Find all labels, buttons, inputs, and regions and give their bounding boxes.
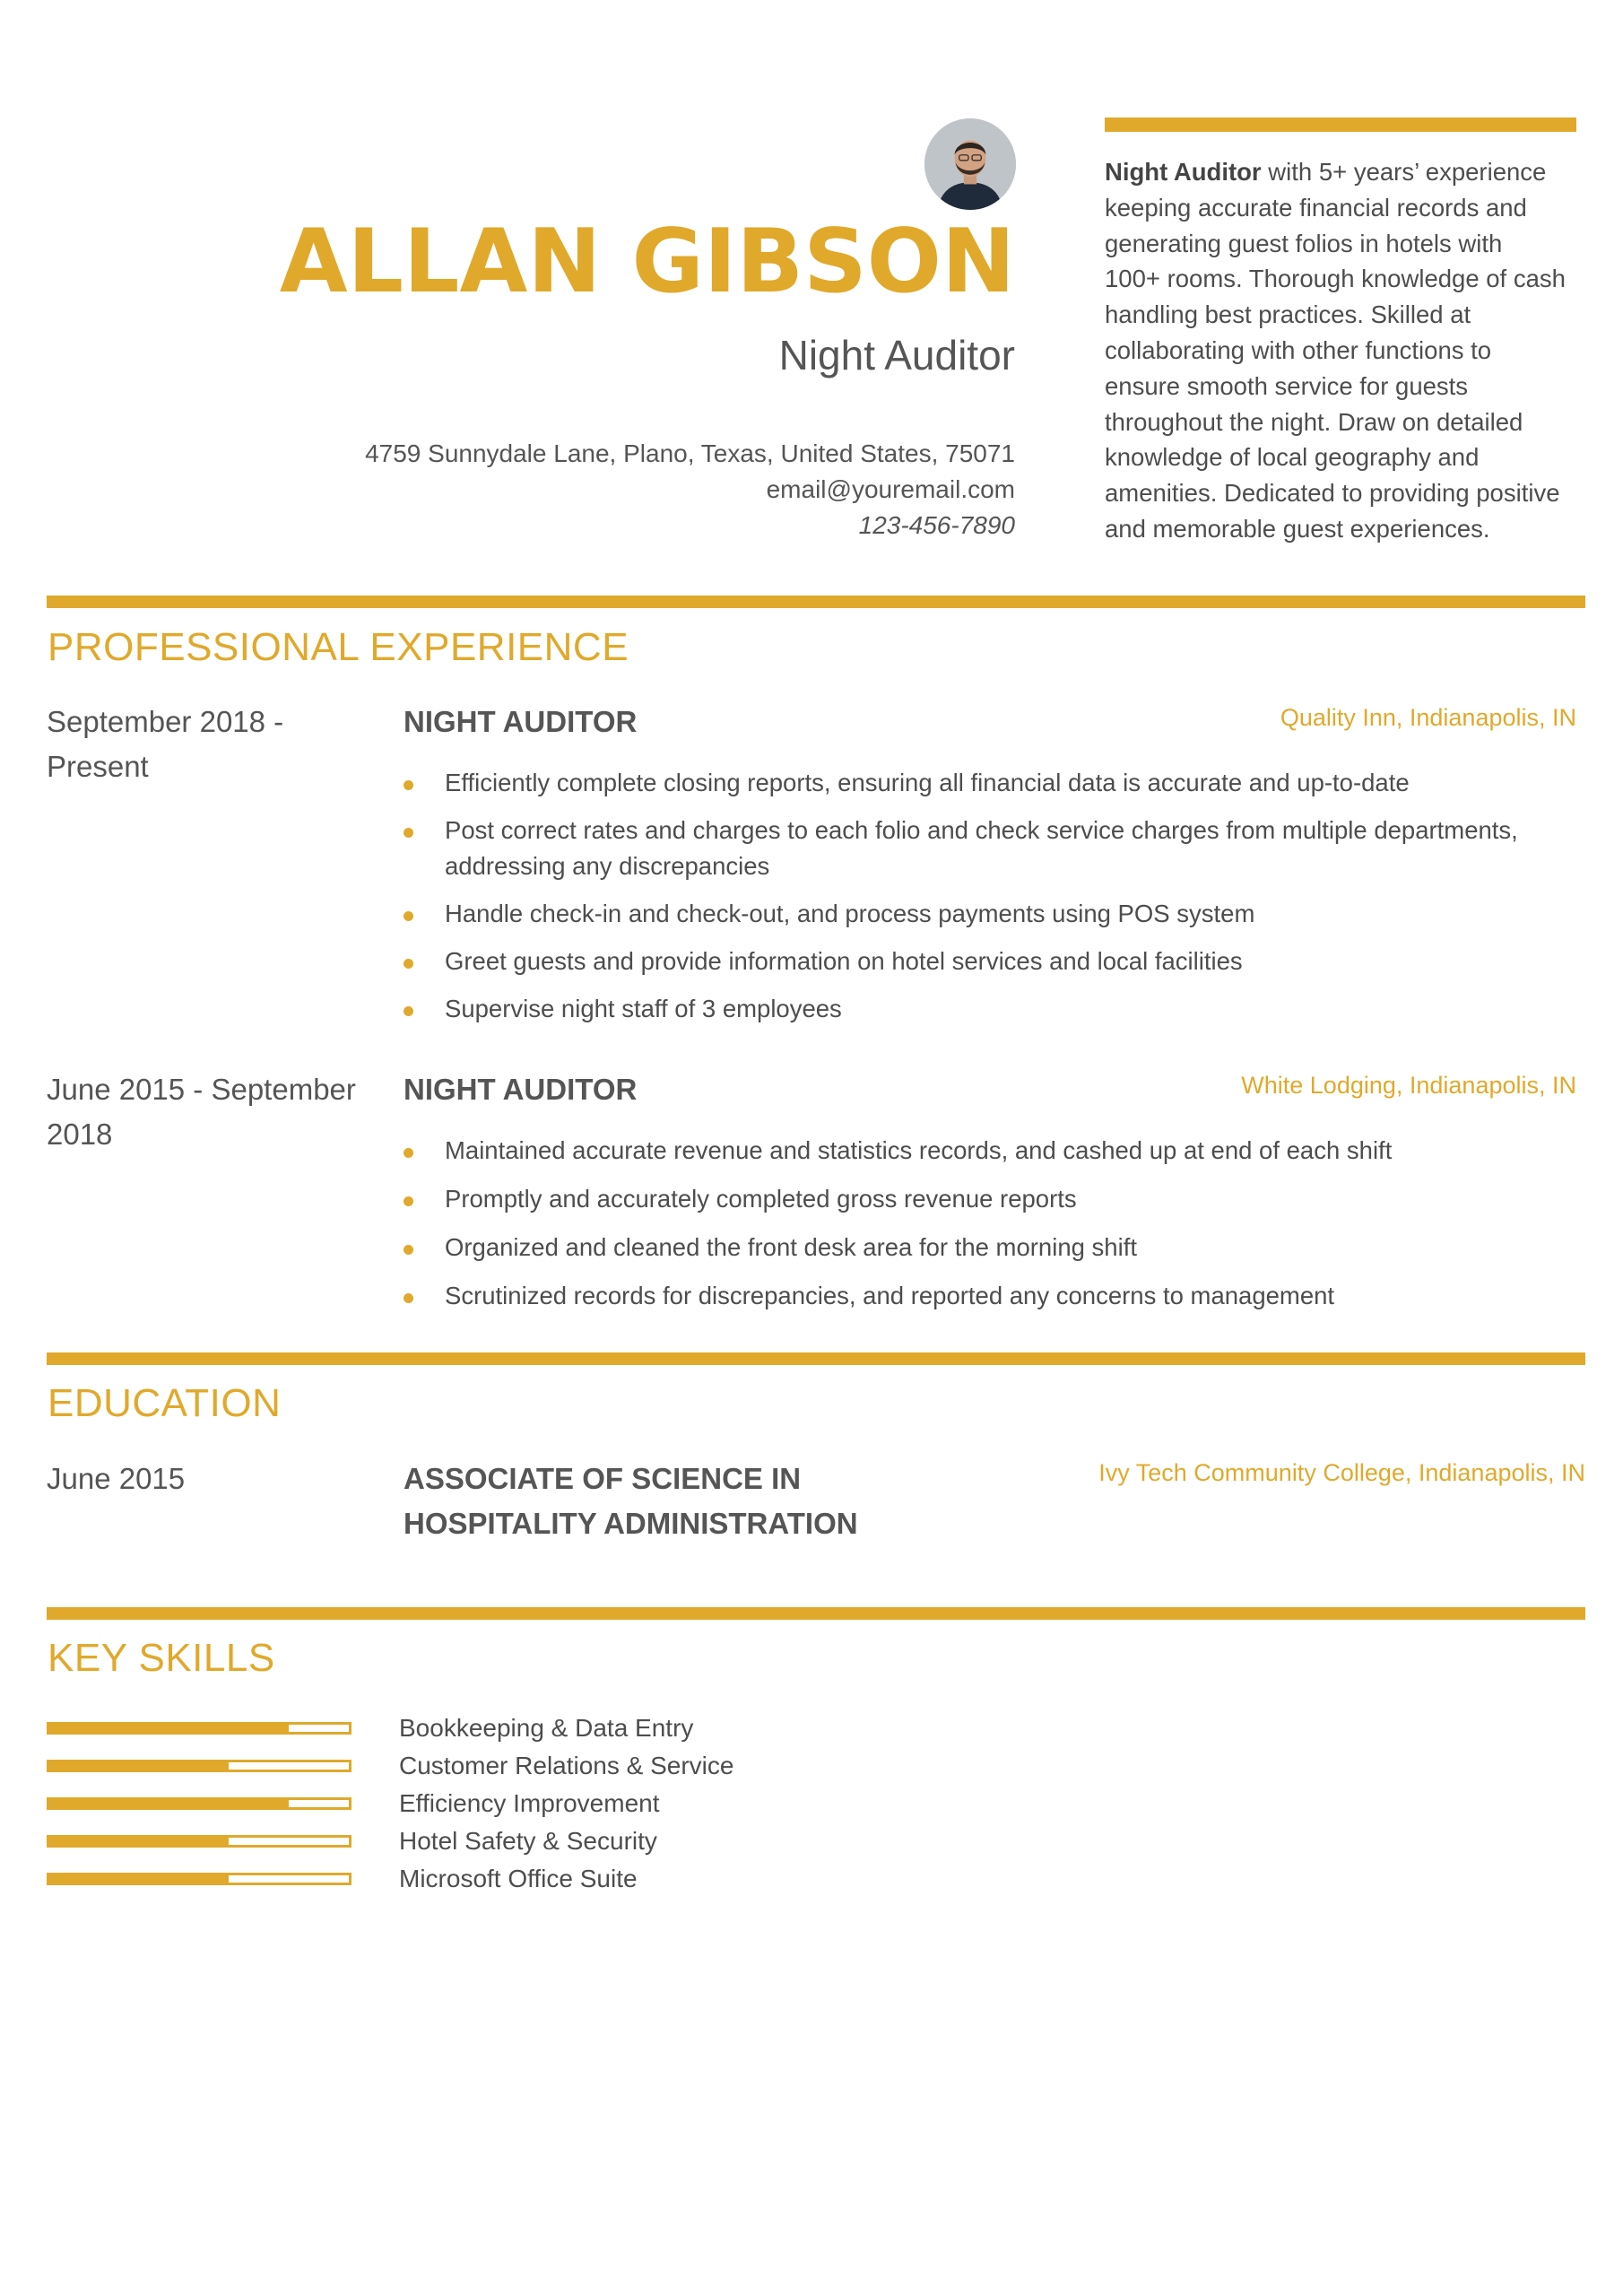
- contact-phone: 123-456-7890: [858, 511, 1015, 539]
- bullet-text: Efficiently complete closing reports, ensuring all financial data is accurate and up-to-date: [445, 769, 1410, 796]
- bullet-item: [404, 813, 1569, 884]
- bullet-text: Supervise night staff of 3 employees: [445, 995, 842, 1022]
- summary-line: throughout the night. Draw on detailed: [1105, 407, 1523, 436]
- job-date-line: September 2018 -: [47, 705, 284, 738]
- summary-line: generating guest folios in hotels with: [1105, 229, 1503, 257]
- section-title-experience: PROFESSIONAL EXPERIENCE: [48, 625, 629, 669]
- bullet-icon: [404, 959, 413, 969]
- section-divider: [47, 596, 1585, 608]
- skill-label: Efficiency Improvement: [399, 1789, 660, 1817]
- job-bullets: [404, 1133, 1569, 1314]
- skill-label: Microsoft Office Suite: [399, 1865, 638, 1892]
- summary-line: amenities. Dedicated to providing positive: [1105, 479, 1560, 508]
- summary-line: ensure smooth service for guests: [1105, 371, 1469, 400]
- bullet-icon: [404, 1006, 413, 1016]
- bullet-text: Scrutinized records for discrepancies, and reported any concerns to management: [445, 1282, 1335, 1309]
- bullet-item: [404, 765, 1569, 801]
- skill-label: Customer Relations & Service: [399, 1752, 734, 1779]
- bullet-item: [404, 1278, 1569, 1314]
- summary-line: collaborating with other functions to: [1105, 335, 1492, 364]
- section-divider: [47, 1352, 1585, 1365]
- job-company: Quality Inn, Indianapolis, IN: [1280, 704, 1576, 731]
- bullet-text: Post correct rates and charges to each folio and check service charges from multiple departments,: [445, 816, 1518, 844]
- contact-email[interactable]: email@youremail.com: [766, 475, 1015, 503]
- bullet-text: Maintained accurate revenue and statistics records, and cashed up at end of each shift: [445, 1136, 1393, 1164]
- bullet-item: [404, 991, 1569, 1027]
- job-date-line: Present: [47, 750, 149, 783]
- bullet-icon: [404, 828, 413, 838]
- summary-line: 100+ rooms. Thorough knowledge of cash: [1105, 265, 1566, 293]
- degree-line: ASSOCIATE OF SCIENCE IN: [404, 1462, 802, 1495]
- job-role: NIGHT AUDITOR: [404, 1073, 638, 1106]
- bullet-icon: [404, 1293, 413, 1303]
- bullet-icon: [404, 1245, 413, 1255]
- skill-level-bar: [47, 1760, 352, 1772]
- person-icon: [924, 118, 1016, 210]
- contact-address: 4759 Sunnydale Lane, Plano, Texas, United States, 75071: [365, 439, 1015, 467]
- summary-lead: Night Auditor: [1105, 158, 1262, 186]
- bullet-icon: [404, 780, 413, 790]
- summary-accent-bar: [1105, 117, 1576, 132]
- section-title-education: EDUCATION: [48, 1381, 282, 1425]
- skill-level-bar: [47, 1835, 352, 1848]
- skill-level-fill: [49, 1762, 229, 1770]
- degree-line: HOSPITALITY ADMINISTRATION: [404, 1507, 858, 1540]
- education-school: Ivy Tech Community College, Indianapolis, IN: [1098, 1459, 1585, 1486]
- skill-label: Bookkeeping & Data Entry: [399, 1714, 694, 1742]
- bullet-text: Promptly and accurately completed gross revenue reports: [445, 1185, 1077, 1213]
- skill-level-fill: [49, 1838, 229, 1845]
- summary-line: and memorable guest experiences.: [1105, 514, 1490, 543]
- bullet-icon: [404, 911, 413, 921]
- bullet-item: [404, 1230, 1569, 1265]
- summary-line: handling best practices. Skilled at: [1105, 300, 1471, 329]
- skill-level-bar: [47, 1797, 352, 1810]
- bullet-text: addressing any discrepancies: [445, 852, 770, 880]
- education-degree: [404, 1457, 858, 1546]
- bullet-item: [404, 1181, 1569, 1217]
- job-date: [47, 700, 369, 789]
- job-date: [47, 1067, 369, 1157]
- skill-level-bar: [47, 1873, 352, 1885]
- job-date-line: 2018: [47, 1118, 113, 1151]
- bullet-text: Organized and cleaned the front desk area for the morning shift: [445, 1233, 1137, 1261]
- skill-level-fill: [49, 1875, 229, 1883]
- avatar-photo: [924, 118, 1016, 210]
- bullet-item: [404, 1133, 1569, 1169]
- skill-level-bar: [47, 1722, 352, 1735]
- bullet-icon: [404, 1196, 413, 1206]
- job-title: Night Auditor: [778, 332, 1015, 378]
- job-company: White Lodging, Indianapolis, IN: [1241, 1072, 1576, 1099]
- bullet-text: Greet guests and provide information on hotel services and local facilities: [445, 947, 1243, 975]
- bullet-icon: [404, 1148, 413, 1158]
- candidate-name: ALLAN GIBSON: [279, 211, 1015, 313]
- skill-label: Hotel Safety & Security: [399, 1827, 657, 1855]
- bullet-item: [404, 944, 1569, 979]
- bullet-text: Handle check-in and check-out, and process payments using POS system: [445, 900, 1255, 927]
- section-divider: [47, 1607, 1585, 1620]
- profile-summary: [1105, 154, 1589, 547]
- bullet-item: [404, 896, 1569, 932]
- summary-line: with 5+ years’ experience: [1261, 158, 1547, 186]
- summary-line: keeping accurate financial records and: [1105, 193, 1527, 222]
- summary-line: knowledge of local geography and: [1105, 443, 1480, 472]
- education-date: June 2015: [47, 1462, 186, 1495]
- skill-level-fill: [49, 1725, 289, 1732]
- job-date-line: June 2015 - September: [47, 1073, 356, 1106]
- skill-level-fill: [49, 1800, 289, 1807]
- section-title-skills: KEY SKILLS: [48, 1636, 275, 1680]
- job-bullets: [404, 765, 1569, 1027]
- job-role: NIGHT AUDITOR: [404, 705, 638, 738]
